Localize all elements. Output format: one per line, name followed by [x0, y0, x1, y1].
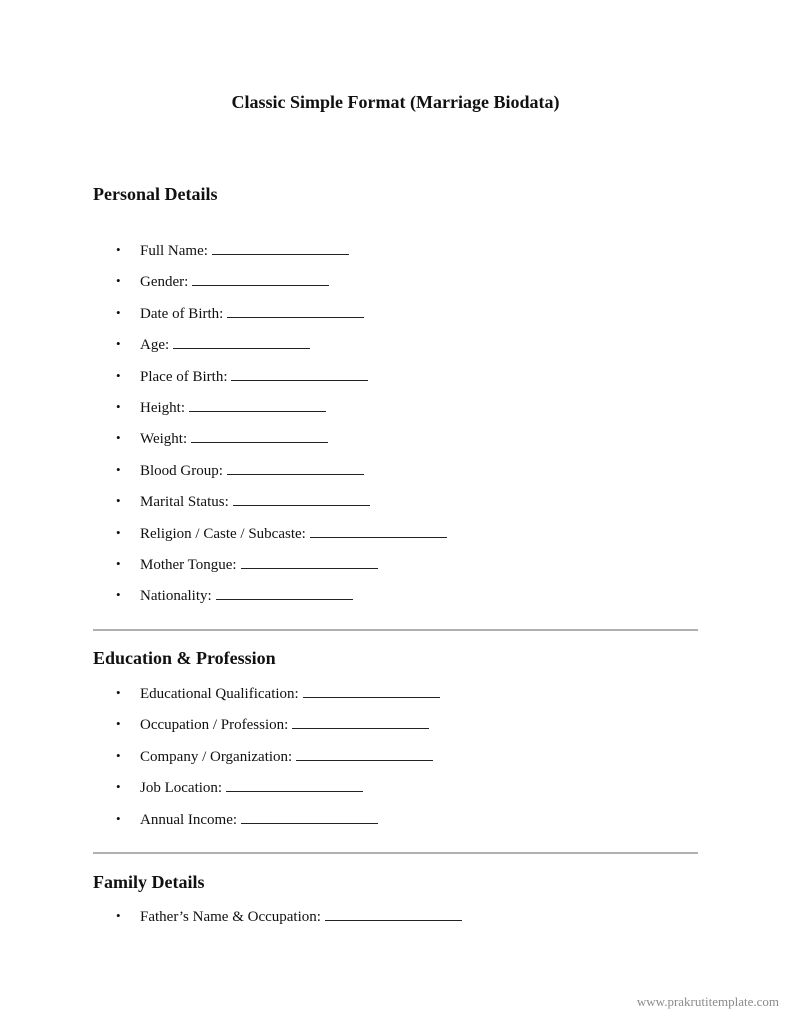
bullet: • — [116, 716, 121, 732]
field-label: Marital Status: — [140, 494, 229, 511]
section-heading-education: Education & Profession — [93, 648, 276, 668]
field-label: Educational Qualification: — [140, 686, 299, 702]
field-label: Gender: — [140, 274, 189, 291]
field-label: Nationality: — [140, 588, 212, 605]
list-item — [0, 460, 447, 491]
field-label: Religion / Caste / Subcaste: — [140, 525, 306, 542]
list-item — [0, 271, 447, 302]
bullet: • — [116, 685, 121, 700]
field-label: Father’s Name & Occupation: — [140, 909, 321, 925]
field-label: Place of Birth: — [140, 368, 228, 385]
list-item — [0, 906, 462, 937]
bullet: • — [116, 747, 121, 763]
field-blank[interactable] — [189, 397, 326, 412]
field-label: Height: — [140, 399, 185, 416]
list-item — [0, 585, 447, 616]
bullet: • — [116, 398, 121, 414]
bullet: • — [116, 273, 121, 289]
list-item — [0, 303, 447, 334]
family-field-list — [0, 906, 462, 937]
field-blank[interactable] — [227, 303, 364, 318]
page-title: Classic Simple Format (Marriage Biodata) — [231, 92, 560, 112]
field-blank[interactable] — [191, 428, 328, 443]
section-heading-family: Family Details — [93, 872, 205, 892]
bullet: • — [116, 336, 121, 352]
list-item — [0, 809, 440, 840]
field-blank[interactable] — [310, 523, 447, 538]
personal-field-list — [0, 240, 447, 617]
bullet: • — [116, 908, 121, 923]
field-blank[interactable] — [233, 491, 370, 506]
section-divider — [93, 852, 698, 854]
field-label: Full Name: — [140, 243, 208, 259]
field-blank[interactable] — [241, 554, 378, 569]
field-label: Occupation / Profession: — [140, 717, 289, 734]
field-blank[interactable] — [296, 746, 433, 761]
section-heading-personal: Personal Details — [93, 184, 218, 204]
bullet: • — [116, 524, 121, 540]
list-item — [0, 491, 447, 522]
list-item — [0, 366, 447, 397]
list-item — [0, 554, 447, 585]
field-blank[interactable] — [173, 334, 310, 349]
field-label: Company / Organization: — [140, 748, 293, 765]
field-blank[interactable] — [231, 366, 368, 381]
field-label: Weight: — [140, 431, 188, 448]
education-field-list — [0, 683, 440, 840]
list-item — [0, 523, 447, 554]
bullet: • — [116, 587, 121, 603]
field-blank[interactable] — [227, 460, 364, 475]
list-item — [0, 334, 447, 365]
field-label: Blood Group: — [140, 462, 223, 479]
field-label: Age: — [140, 337, 170, 354]
list-item — [0, 683, 440, 714]
list-item — [0, 777, 440, 808]
watermark: www.prakrutitemplate.com — [636, 994, 779, 1009]
field-blank[interactable] — [325, 906, 462, 921]
bullet: • — [116, 367, 121, 383]
bullet: • — [116, 430, 121, 446]
bullet: • — [116, 779, 121, 795]
list-item — [0, 397, 447, 428]
field-blank[interactable] — [226, 777, 363, 792]
field-blank[interactable] — [192, 271, 329, 286]
bullet: • — [116, 493, 121, 509]
field-label: Annual Income: — [140, 811, 238, 828]
field-label: Date of Birth: — [140, 305, 224, 322]
field-label: Job Location: — [140, 780, 223, 797]
bullet: • — [116, 810, 121, 826]
list-item — [0, 240, 447, 271]
field-blank[interactable] — [292, 714, 429, 729]
bullet: • — [116, 304, 121, 320]
field-blank[interactable] — [241, 809, 378, 824]
field-blank[interactable] — [216, 585, 353, 600]
field-blank[interactable] — [212, 240, 349, 255]
bullet: • — [116, 242, 121, 257]
list-item — [0, 428, 447, 459]
list-item — [0, 714, 440, 745]
bullet: • — [116, 461, 121, 477]
bullet: • — [116, 555, 121, 571]
list-item — [0, 746, 440, 777]
field-label: Mother Tongue: — [140, 556, 237, 573]
section-divider — [93, 629, 698, 631]
field-blank[interactable] — [303, 683, 440, 698]
